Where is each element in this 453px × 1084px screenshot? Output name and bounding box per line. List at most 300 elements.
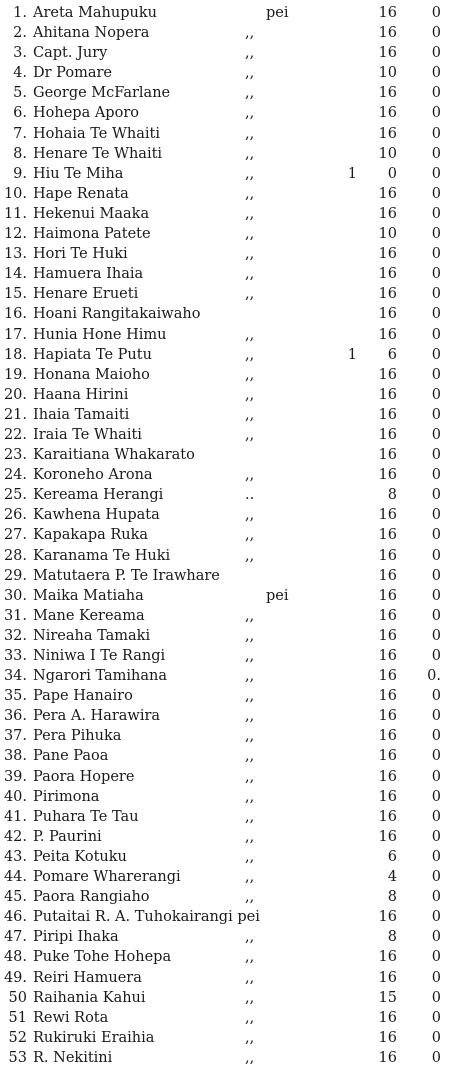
row-number: 10. bbox=[3, 185, 27, 202]
person-name: Koroneho Arona bbox=[33, 467, 153, 484]
list-row bbox=[0, 746, 453, 766]
ditto-mark: ,, bbox=[245, 406, 255, 423]
row-number: 33. bbox=[3, 648, 27, 664]
ditto-mark: ,, bbox=[245, 426, 255, 443]
person-name: Mane Kereama bbox=[33, 607, 145, 624]
list-row bbox=[0, 1028, 453, 1048]
amount-shillings: 16 bbox=[378, 85, 397, 102]
ditto-mark: ,, bbox=[245, 889, 255, 906]
person-name: Paora Rangiaho bbox=[33, 889, 150, 906]
ditto-mark: ,, bbox=[245, 326, 255, 343]
row-number: 22. bbox=[3, 426, 27, 443]
amount-shillings: 16 bbox=[378, 266, 397, 283]
row-number: 44. bbox=[3, 869, 27, 886]
amount-pence: 0 bbox=[431, 145, 441, 162]
amount-pence: 0. bbox=[427, 668, 441, 685]
amount-pence: 0 bbox=[431, 45, 441, 62]
list-row bbox=[0, 726, 453, 746]
ditto-mark: ,, bbox=[245, 828, 255, 845]
ditto-mark: ,, bbox=[245, 808, 255, 825]
amount-shillings: 10 bbox=[378, 65, 397, 82]
row-number: 14. bbox=[3, 266, 27, 283]
amount-shillings: 16 bbox=[378, 808, 397, 825]
amount-pence: 0 bbox=[431, 627, 441, 644]
amount-pence: 0 bbox=[431, 989, 441, 1006]
ditto-mark: ,, bbox=[245, 869, 255, 886]
person-name: Pera Pihuka bbox=[33, 728, 122, 745]
list-row bbox=[0, 927, 453, 947]
list-row bbox=[0, 465, 453, 485]
subscription-list bbox=[0, 3, 453, 1068]
row-number: 28. bbox=[3, 547, 27, 564]
row-number: 4. bbox=[13, 65, 27, 82]
list-row bbox=[0, 345, 453, 365]
ditto-mark: .. bbox=[245, 487, 255, 504]
list-row bbox=[0, 566, 453, 586]
ditto-mark: ,, bbox=[245, 266, 255, 283]
list-row bbox=[0, 3, 453, 23]
row-number: 7. bbox=[13, 125, 27, 142]
amount-pence: 0 bbox=[431, 487, 441, 504]
amount-pence: 0 bbox=[431, 929, 441, 946]
ditto-mark: ,, bbox=[245, 768, 255, 785]
amount-pence: 0 bbox=[431, 909, 441, 926]
amount-pence: 0 bbox=[431, 205, 441, 222]
amount-pence: 0 bbox=[431, 1049, 441, 1066]
amount-shillings: 16 bbox=[378, 447, 397, 464]
amount-shillings: 16 bbox=[378, 286, 397, 303]
list-row bbox=[0, 43, 453, 63]
row-number: 18. bbox=[3, 346, 27, 363]
row-number: 36. bbox=[3, 708, 27, 725]
ditto-mark: ,, bbox=[245, 386, 255, 403]
ditto-mark: ,, bbox=[245, 607, 255, 624]
amount-pence: 0 bbox=[431, 688, 441, 705]
list-row bbox=[0, 686, 453, 706]
ditto-mark: ,, bbox=[245, 929, 255, 946]
amount-shillings: 16 bbox=[378, 366, 397, 383]
amount-pence: 0 bbox=[431, 587, 441, 604]
amount-pence: 0 bbox=[431, 949, 441, 966]
amount-shillings: 10 bbox=[378, 226, 397, 243]
amount-pence: 0 bbox=[431, 426, 441, 443]
row-number: 49. bbox=[3, 969, 27, 986]
amount-pence: 0 bbox=[431, 708, 441, 725]
row-number: 2. bbox=[13, 25, 27, 42]
list-row bbox=[0, 807, 453, 827]
person-name: Hape Renata bbox=[33, 185, 129, 202]
ditto-mark: ,, bbox=[245, 346, 255, 363]
person-name: Matutaera P. Te Irawhare bbox=[33, 567, 220, 584]
list-row bbox=[0, 124, 453, 144]
amount-pence: 0 bbox=[431, 246, 441, 263]
amount-pence: 0 bbox=[431, 788, 441, 805]
list-row bbox=[0, 325, 453, 345]
list-row bbox=[0, 525, 453, 545]
amount-shillings: 16 bbox=[378, 668, 397, 685]
amount-shillings: 16 bbox=[378, 567, 397, 584]
amount-shillings: 16 bbox=[378, 45, 397, 62]
list-row bbox=[0, 264, 453, 284]
amount-pence: 0 bbox=[431, 567, 441, 584]
amount-shillings: 16 bbox=[378, 788, 397, 805]
amount-pence: 0 bbox=[431, 226, 441, 243]
person-name: Karanama Te Huki bbox=[33, 547, 171, 564]
person-name: Kawhena Hupata bbox=[33, 507, 160, 524]
amount-shillings: 16 bbox=[378, 587, 397, 604]
row-number: 43. bbox=[3, 848, 27, 865]
row-number: 17. bbox=[3, 326, 27, 343]
list-row bbox=[0, 586, 453, 606]
list-row bbox=[0, 606, 453, 626]
row-number: 5. bbox=[13, 85, 27, 102]
person-name: Pera A. Harawira bbox=[33, 708, 161, 725]
row-number: 8. bbox=[13, 145, 27, 162]
ditto-mark: pei bbox=[266, 5, 289, 21]
person-name: Ahitana Nopera bbox=[33, 25, 150, 42]
person-name: Niniwa I Te Rangi bbox=[33, 648, 166, 664]
person-name: Piripi Ihaka bbox=[33, 929, 119, 946]
amount-shillings: 16 bbox=[378, 306, 397, 323]
person-name: Honana Maioho bbox=[33, 366, 150, 383]
row-number: 40. bbox=[3, 788, 27, 805]
row-number: 16. bbox=[3, 306, 27, 323]
amount-shillings: 8 bbox=[387, 889, 397, 906]
person-name: Capt. Jury bbox=[33, 45, 108, 62]
amount-shillings: 16 bbox=[378, 185, 397, 202]
ditto-mark: ,, bbox=[245, 848, 255, 865]
ditto-mark: ,, bbox=[245, 969, 255, 986]
ditto-mark: ,, bbox=[245, 246, 255, 263]
ditto-mark: ,, bbox=[245, 788, 255, 805]
ditto-mark: ,, bbox=[245, 708, 255, 725]
amount-shillings: 16 bbox=[378, 728, 397, 745]
row-number: 26. bbox=[3, 507, 27, 524]
person-name: Puke Tohe Hohepa bbox=[33, 949, 172, 966]
person-name: George McFarlane bbox=[33, 85, 171, 102]
list-row bbox=[0, 485, 453, 505]
ditto-mark: ,, bbox=[245, 467, 255, 484]
amount-pence: 0 bbox=[431, 447, 441, 464]
row-number: 29. bbox=[3, 567, 27, 584]
person-name: Hohepa Aporo bbox=[33, 105, 139, 122]
ditto-mark: ,, bbox=[245, 748, 255, 765]
person-name: Hohaia Te Whaiti bbox=[33, 125, 160, 142]
amount-shillings: 16 bbox=[378, 25, 397, 42]
amount-shillings: 0 bbox=[387, 165, 397, 182]
person-name: Pirimona bbox=[33, 788, 100, 805]
ditto-mark: ,, bbox=[245, 205, 255, 222]
ditto-mark: ,, bbox=[245, 105, 255, 122]
person-name: Kereama Herangi bbox=[33, 487, 164, 504]
list-row bbox=[0, 907, 453, 927]
row-number: 38. bbox=[3, 748, 27, 765]
list-row bbox=[0, 304, 453, 324]
amount-pence: 0 bbox=[431, 607, 441, 624]
person-name: Hapiata Te Putu bbox=[33, 346, 152, 363]
row-number: 47. bbox=[3, 929, 27, 946]
person-name: Karaitiana Whakarato bbox=[33, 447, 195, 464]
ditto-mark: ,, bbox=[245, 125, 255, 142]
ditto-mark: ,, bbox=[245, 989, 255, 1006]
amount-pence: 0 bbox=[431, 326, 441, 343]
row-number: 13. bbox=[3, 246, 27, 263]
list-row bbox=[0, 706, 453, 726]
ditto-mark: ,, bbox=[245, 25, 255, 42]
row-number: 19. bbox=[3, 366, 27, 383]
amount-pence: 0 bbox=[431, 1029, 441, 1046]
ditto-mark: ,, bbox=[245, 547, 255, 564]
row-number: 45. bbox=[3, 889, 27, 906]
ditto-mark: ,, bbox=[245, 627, 255, 644]
amount-pence: 0 bbox=[431, 185, 441, 202]
person-name: Henare Te Whaiti bbox=[33, 145, 163, 162]
ditto-mark: ,, bbox=[245, 45, 255, 62]
amount-pence: 0 bbox=[431, 527, 441, 544]
row-number: 9. bbox=[13, 165, 27, 182]
person-name: Reiri Hamuera bbox=[33, 969, 142, 986]
row-number: 11. bbox=[3, 205, 27, 222]
list-row bbox=[0, 425, 453, 445]
row-number: 39. bbox=[3, 768, 27, 785]
person-name: Haana Hirini bbox=[33, 386, 129, 403]
ditto-mark: ,, bbox=[245, 286, 255, 303]
amount-pence: 0 bbox=[431, 848, 441, 865]
list-row bbox=[0, 224, 453, 244]
person-name: Nireaha Tamaki bbox=[33, 627, 151, 644]
person-name: Puhara Te Tau bbox=[33, 808, 139, 825]
ditto-mark: ,, bbox=[245, 226, 255, 243]
person-name: Hamuera Ihaia bbox=[33, 266, 144, 283]
list-row bbox=[0, 1048, 453, 1068]
ditto-mark: ,, bbox=[245, 688, 255, 705]
person-name: Raihania Kahui bbox=[33, 989, 146, 1006]
ditto-mark: ,, bbox=[245, 507, 255, 524]
amount-shillings: 16 bbox=[378, 547, 397, 564]
list-row bbox=[0, 827, 453, 847]
person-name: Pane Paoa bbox=[33, 748, 109, 765]
list-row bbox=[0, 144, 453, 164]
person-name: Hori Te Huki bbox=[33, 246, 128, 263]
person-name: Ihaia Tamaiti bbox=[33, 406, 130, 423]
amount-pence: 0 bbox=[431, 125, 441, 142]
person-name: Hoani Rangitakaiwaho bbox=[33, 306, 201, 323]
amount-pence: 0 bbox=[431, 25, 441, 42]
list-row bbox=[0, 244, 453, 264]
person-name: P. Paurini bbox=[33, 828, 102, 845]
row-number: 52 bbox=[8, 1029, 27, 1046]
ditto-mark: ,, bbox=[245, 648, 255, 664]
row-number: 31. bbox=[3, 607, 27, 624]
list-row bbox=[0, 445, 453, 465]
list-row bbox=[0, 887, 453, 907]
row-number: 27. bbox=[3, 527, 27, 544]
amount-pounds: 1 bbox=[347, 346, 357, 363]
list-row bbox=[0, 63, 453, 83]
row-number: 1. bbox=[13, 5, 27, 21]
list-row bbox=[0, 385, 453, 405]
amount-shillings: 16 bbox=[378, 768, 397, 785]
person-name: Paora Hopere bbox=[33, 768, 135, 785]
person-name: Henare Erueti bbox=[33, 286, 139, 303]
ditto-mark: ,, bbox=[245, 145, 255, 162]
list-row bbox=[0, 505, 453, 525]
ditto-mark: ,, bbox=[245, 728, 255, 745]
amount-pounds: 1 bbox=[347, 165, 357, 182]
row-number: 34. bbox=[3, 668, 27, 685]
list-row bbox=[0, 83, 453, 103]
amount-pence: 0 bbox=[431, 869, 441, 886]
amount-pence: 0 bbox=[431, 165, 441, 182]
person-name: Maika Matiaha bbox=[33, 587, 144, 604]
list-row bbox=[0, 103, 453, 123]
row-number: 30. bbox=[3, 587, 27, 604]
amount-shillings: 10 bbox=[378, 145, 397, 162]
person-name: Putaitai R. A. Tuhokairangi pei bbox=[33, 909, 260, 926]
row-number: 37. bbox=[3, 728, 27, 745]
person-name: Haimona Patete bbox=[33, 226, 151, 243]
list-row bbox=[0, 184, 453, 204]
ditto-mark: ,, bbox=[245, 65, 255, 82]
row-number: 15. bbox=[3, 286, 27, 303]
amount-shillings: 16 bbox=[378, 1049, 397, 1066]
amount-shillings: 16 bbox=[378, 648, 397, 664]
amount-shillings: 16 bbox=[378, 688, 397, 705]
list-row bbox=[0, 867, 453, 887]
amount-pence: 0 bbox=[431, 5, 441, 21]
amount-shillings: 16 bbox=[378, 5, 397, 21]
amount-pence: 0 bbox=[431, 969, 441, 986]
amount-shillings: 16 bbox=[378, 708, 397, 725]
row-number: 50 bbox=[8, 989, 27, 1006]
amount-pence: 0 bbox=[431, 406, 441, 423]
ditto-mark: ,, bbox=[245, 1049, 255, 1066]
amount-shillings: 16 bbox=[378, 909, 397, 926]
ditto-mark: ,, bbox=[245, 668, 255, 685]
list-row bbox=[0, 23, 453, 43]
ditto-mark: ,, bbox=[245, 366, 255, 383]
row-number: 53 bbox=[8, 1049, 27, 1066]
person-name: Iraia Te Whaiti bbox=[33, 426, 142, 443]
row-number: 46. bbox=[3, 909, 27, 926]
amount-pence: 0 bbox=[431, 85, 441, 102]
amount-shillings: 15 bbox=[378, 989, 397, 1006]
amount-shillings: 16 bbox=[378, 527, 397, 544]
person-name: Hunia Hone Himu bbox=[33, 326, 167, 343]
amount-pence: 0 bbox=[431, 286, 441, 303]
amount-pence: 0 bbox=[431, 768, 441, 785]
amount-shillings: 16 bbox=[378, 326, 397, 343]
person-name: Dr Pomare bbox=[33, 65, 112, 82]
amount-shillings: 16 bbox=[378, 627, 397, 644]
amount-shillings: 16 bbox=[378, 1029, 397, 1046]
list-row bbox=[0, 947, 453, 967]
amount-pence: 0 bbox=[431, 889, 441, 906]
amount-shillings: 16 bbox=[378, 205, 397, 222]
row-number: 20. bbox=[3, 386, 27, 403]
amount-shillings: 16 bbox=[378, 828, 397, 845]
amount-pence: 0 bbox=[431, 346, 441, 363]
amount-shillings: 16 bbox=[378, 426, 397, 443]
list-row bbox=[0, 365, 453, 385]
row-number: 41. bbox=[3, 808, 27, 825]
amount-pence: 0 bbox=[431, 386, 441, 403]
amount-shillings: 16 bbox=[378, 467, 397, 484]
ditto-mark: ,, bbox=[245, 1029, 255, 1046]
ditto-mark: ,, bbox=[245, 185, 255, 202]
row-number: 21. bbox=[3, 406, 27, 423]
ditto-mark: ,, bbox=[245, 949, 255, 966]
amount-pence: 0 bbox=[431, 105, 441, 122]
row-number: 35. bbox=[3, 688, 27, 705]
person-name: Ngarori Tamihana bbox=[33, 668, 167, 685]
amount-pence: 0 bbox=[431, 65, 441, 82]
amount-shillings: 16 bbox=[378, 105, 397, 122]
person-name: Rewi Rota bbox=[33, 1009, 109, 1026]
row-number: 51 bbox=[8, 1009, 27, 1026]
list-row bbox=[0, 1008, 453, 1028]
amount-shillings: 8 bbox=[387, 929, 397, 946]
list-row bbox=[0, 787, 453, 807]
amount-pence: 0 bbox=[431, 547, 441, 564]
amount-shillings: 4 bbox=[387, 869, 397, 886]
amount-shillings: 16 bbox=[378, 748, 397, 765]
amount-pence: 0 bbox=[431, 366, 441, 383]
amount-pence: 0 bbox=[431, 728, 441, 745]
row-number: 42. bbox=[3, 828, 27, 845]
row-number: 3. bbox=[13, 45, 27, 62]
ditto-mark: pei bbox=[266, 587, 289, 604]
amount-shillings: 8 bbox=[387, 487, 397, 504]
person-name: Hiu Te Miha bbox=[33, 165, 124, 182]
amount-pence: 0 bbox=[431, 507, 441, 524]
row-number: 32. bbox=[3, 627, 27, 644]
list-row bbox=[0, 284, 453, 304]
amount-shillings: 16 bbox=[378, 246, 397, 263]
row-number: 25. bbox=[3, 487, 27, 504]
ditto-mark: ,, bbox=[245, 165, 255, 182]
list-row bbox=[0, 968, 453, 988]
amount-pence: 0 bbox=[431, 1009, 441, 1026]
ditto-mark: ,, bbox=[245, 85, 255, 102]
person-name: Kapakapa Ruka bbox=[33, 527, 149, 544]
person-name: Peita Kotuku bbox=[33, 848, 127, 865]
amount-shillings: 16 bbox=[378, 1009, 397, 1026]
amount-shillings: 16 bbox=[378, 607, 397, 624]
list-row bbox=[0, 847, 453, 867]
row-number: 24. bbox=[3, 467, 27, 484]
list-row bbox=[0, 204, 453, 224]
amount-pence: 0 bbox=[431, 467, 441, 484]
list-row bbox=[0, 164, 453, 184]
amount-pence: 0 bbox=[431, 808, 441, 825]
person-name: Pape Hanairo bbox=[33, 688, 133, 705]
list-row bbox=[0, 988, 453, 1008]
amount-shillings: 16 bbox=[378, 125, 397, 142]
amount-shillings: 16 bbox=[378, 386, 397, 403]
list-row bbox=[0, 626, 453, 646]
amount-shillings: 6 bbox=[387, 346, 397, 363]
amount-shillings: 16 bbox=[378, 507, 397, 524]
amount-shillings: 16 bbox=[378, 949, 397, 966]
person-name: Hekenui Maaka bbox=[33, 205, 150, 222]
person-name: Pomare Wharerangi bbox=[33, 869, 181, 886]
list-row bbox=[0, 405, 453, 425]
list-row bbox=[0, 646, 453, 666]
amount-shillings: 6 bbox=[387, 848, 397, 865]
list-row bbox=[0, 666, 453, 686]
amount-pence: 0 bbox=[431, 828, 441, 845]
